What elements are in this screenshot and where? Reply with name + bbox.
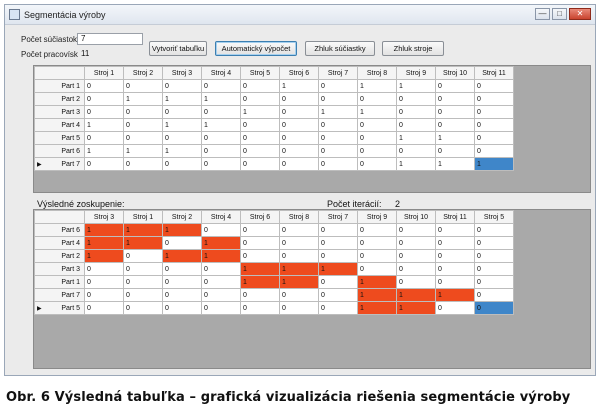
grid-cell[interactable]: 0: [475, 302, 514, 315]
grid-cell[interactable]: 0: [358, 119, 397, 132]
row-label: Part 1: [61, 82, 80, 90]
grid-cell[interactable]: 1: [397, 80, 436, 93]
grid-cell[interactable]: 0: [358, 263, 397, 276]
grid-cell[interactable]: 1: [163, 250, 202, 263]
grid-cell[interactable]: 0: [85, 132, 124, 145]
row-header[interactable]: [35, 158, 85, 171]
grid-cell[interactable]: 0: [241, 158, 280, 171]
grid-cell[interactable]: 0: [241, 237, 280, 250]
grid-cell[interactable]: 0: [163, 289, 202, 302]
grid-cell[interactable]: 0: [397, 276, 436, 289]
grid-cell[interactable]: 0: [241, 224, 280, 237]
grid-cell[interactable]: 0: [436, 80, 475, 93]
grid-cell[interactable]: 0: [319, 93, 358, 106]
row-header[interactable]: [35, 119, 85, 132]
table-row[interactable]: [35, 263, 514, 276]
grid-cell[interactable]: 1: [202, 237, 241, 250]
input-grid[interactable]: [34, 66, 514, 171]
grid-cell[interactable]: 0: [436, 263, 475, 276]
table-row[interactable]: [35, 106, 514, 119]
grid-cell[interactable]: 0: [475, 132, 514, 145]
minimize-button[interactable]: —: [535, 8, 550, 20]
grid-cell[interactable]: 1: [163, 224, 202, 237]
grid-cell[interactable]: 0: [124, 158, 163, 171]
table-row[interactable]: [35, 158, 514, 171]
input-column-header[interactable]: Stroj 2: [124, 67, 163, 80]
grid-cell[interactable]: 0: [241, 250, 280, 263]
grid-cell[interactable]: 0: [475, 224, 514, 237]
table-row[interactable]: [35, 289, 514, 302]
grid-cell[interactable]: 0: [475, 119, 514, 132]
grid-corner-header[interactable]: [35, 211, 85, 224]
row-label: Part 4: [61, 121, 80, 129]
grid-cell[interactable]: 0: [85, 289, 124, 302]
row-header[interactable]: [35, 237, 85, 250]
title-bar[interactable]: [5, 5, 595, 25]
grid-cell[interactable]: 0: [202, 224, 241, 237]
row-label: Part 5: [61, 304, 80, 312]
grid-cell[interactable]: 0: [124, 289, 163, 302]
grid-cell[interactable]: 0: [436, 250, 475, 263]
grid-cell[interactable]: 0: [397, 250, 436, 263]
grid-cell[interactable]: 1: [319, 263, 358, 276]
window-title: Segmentácia výroby: [24, 9, 106, 20]
table-row[interactable]: [35, 93, 514, 106]
grid-cell[interactable]: 1: [358, 302, 397, 315]
grid-cell[interactable]: 0: [163, 276, 202, 289]
grid-cell[interactable]: 0: [85, 158, 124, 171]
grid-cell[interactable]: 0: [85, 93, 124, 106]
grid-cell[interactable]: 0: [280, 145, 319, 158]
grid-cell[interactable]: 1: [436, 289, 475, 302]
grid-cell[interactable]: 0: [280, 119, 319, 132]
grid-cell[interactable]: 0: [163, 158, 202, 171]
grid-cell[interactable]: 0: [202, 132, 241, 145]
input-column-header[interactable]: Stroj 1: [85, 67, 124, 80]
grid-cell[interactable]: 0: [124, 106, 163, 119]
input-column-header[interactable]: Stroj 5: [241, 67, 280, 80]
grid-cell[interactable]: 1: [85, 224, 124, 237]
grid-cell[interactable]: 0: [202, 263, 241, 276]
grid-cell[interactable]: 0: [163, 302, 202, 315]
create-table-button[interactable]: Vytvoriť tabuľku: [149, 41, 207, 56]
grid-cell[interactable]: 0: [202, 158, 241, 171]
grid-cell[interactable]: 0: [475, 250, 514, 263]
result-column-header[interactable]: Stroj 5: [475, 211, 514, 224]
grid-cell[interactable]: 1: [358, 289, 397, 302]
grid-cell[interactable]: 0: [241, 93, 280, 106]
grid-cell[interactable]: 1: [163, 119, 202, 132]
result-column-header[interactable]: Stroj 7: [319, 211, 358, 224]
grid-cell[interactable]: 0: [241, 289, 280, 302]
row-header[interactable]: [35, 145, 85, 158]
row-header[interactable]: [35, 106, 85, 119]
grid-cell[interactable]: 1: [124, 145, 163, 158]
row-header[interactable]: [35, 302, 85, 315]
grid-cell[interactable]: 0: [397, 224, 436, 237]
grid-cell[interactable]: 0: [319, 276, 358, 289]
grid-cell[interactable]: 0: [241, 302, 280, 315]
grid-cell[interactable]: 0: [280, 224, 319, 237]
grid-cell[interactable]: 0: [358, 158, 397, 171]
input-column-header[interactable]: Stroj 9: [397, 67, 436, 80]
close-button[interactable]: ✕: [569, 8, 591, 20]
grid-cell[interactable]: 1: [85, 237, 124, 250]
grid-cell[interactable]: 0: [436, 145, 475, 158]
maximize-button[interactable]: □: [552, 8, 567, 20]
grid-cell[interactable]: 0: [436, 106, 475, 119]
grid-cell[interactable]: 1: [85, 145, 124, 158]
grid-cell[interactable]: 0: [319, 250, 358, 263]
grid-cell[interactable]: 0: [85, 302, 124, 315]
grid-cell[interactable]: 0: [436, 302, 475, 315]
app-icon: [9, 9, 20, 20]
grid-cell[interactable]: 0: [163, 106, 202, 119]
grid-cell[interactable]: 0: [319, 119, 358, 132]
grid-cell[interactable]: 0: [280, 250, 319, 263]
grid-cell[interactable]: 1: [397, 289, 436, 302]
grid-cell[interactable]: 0: [475, 237, 514, 250]
table-row[interactable]: [35, 302, 514, 315]
result-column-header[interactable]: Stroj 11: [436, 211, 475, 224]
grid-cell[interactable]: 0: [241, 80, 280, 93]
grid-cell[interactable]: 0: [280, 237, 319, 250]
row-label: Part 4: [61, 239, 80, 247]
grid-cell[interactable]: 1: [358, 276, 397, 289]
row-label: Part 1: [61, 278, 80, 286]
result-column-header[interactable]: Stroj 2: [163, 211, 202, 224]
grid-cell[interactable]: 0: [241, 132, 280, 145]
result-column-header[interactable]: Stroj 4: [202, 211, 241, 224]
grid-cell[interactable]: 0: [280, 93, 319, 106]
grid-cell[interactable]: 1: [85, 119, 124, 132]
grid-cell[interactable]: 0: [475, 263, 514, 276]
grid-cell[interactable]: 0: [85, 106, 124, 119]
row-header[interactable]: [35, 289, 85, 302]
grid-cell[interactable]: 1: [475, 158, 514, 171]
grid-cell[interactable]: 1: [280, 80, 319, 93]
grid-cell[interactable]: 0: [319, 80, 358, 93]
grid-cell[interactable]: 1: [241, 106, 280, 119]
grid-cell[interactable]: 0: [280, 106, 319, 119]
grid-cell[interactable]: 0: [202, 145, 241, 158]
grid-cell[interactable]: 0: [475, 145, 514, 158]
auto-calc-button[interactable]: Automatický výpočet: [215, 41, 297, 56]
window-controls: [535, 8, 591, 20]
input-column-header[interactable]: Stroj 4: [202, 67, 241, 80]
table-row[interactable]: [35, 80, 514, 93]
grid-cell[interactable]: 1: [397, 132, 436, 145]
input-column-header[interactable]: Stroj 10: [436, 67, 475, 80]
grid-corner-header[interactable]: [35, 67, 85, 80]
grid-cell[interactable]: 0: [124, 263, 163, 276]
grid-cell[interactable]: 1: [280, 276, 319, 289]
row-label: Part 2: [61, 95, 80, 103]
grid-cell[interactable]: 0: [85, 276, 124, 289]
input-grid-panel[interactable]: [33, 65, 591, 193]
table-row[interactable]: [35, 145, 514, 158]
grid-cell[interactable]: 0: [280, 289, 319, 302]
table-row[interactable]: [35, 276, 514, 289]
grid-cell[interactable]: 1: [163, 93, 202, 106]
grid-cell[interactable]: 1: [202, 119, 241, 132]
grid-cell[interactable]: 0: [436, 276, 475, 289]
result-column-header[interactable]: Stroj 3: [85, 211, 124, 224]
grid-cell[interactable]: 0: [241, 145, 280, 158]
grid-cell[interactable]: 0: [202, 302, 241, 315]
grid-cell[interactable]: 0: [124, 119, 163, 132]
grid-cell[interactable]: 0: [436, 93, 475, 106]
grid-cell[interactable]: 0: [163, 263, 202, 276]
grid-cell[interactable]: 0: [475, 276, 514, 289]
figure-caption: Obr. 6 Výsledná tabuľka – grafická vizualizácia riešenia segmentácie výroby: [6, 390, 571, 405]
grid-cell[interactable]: 1: [397, 302, 436, 315]
grid-cell[interactable]: 0: [85, 80, 124, 93]
grid-cell[interactable]: 1: [202, 93, 241, 106]
input-column-header[interactable]: Stroj 7: [319, 67, 358, 80]
result-column-header[interactable]: Stroj 10: [397, 211, 436, 224]
grid-cell[interactable]: 0: [358, 132, 397, 145]
grid-cell[interactable]: 0: [319, 224, 358, 237]
grid-cell[interactable]: 0: [319, 158, 358, 171]
grid-cell[interactable]: 0: [397, 106, 436, 119]
row-label: Part 5: [61, 134, 80, 142]
grid-cell[interactable]: 1: [241, 263, 280, 276]
input-column-header[interactable]: Stroj 6: [280, 67, 319, 80]
grid-cell[interactable]: 0: [280, 302, 319, 315]
grid-cell[interactable]: 0: [280, 158, 319, 171]
table-row[interactable]: [35, 132, 514, 145]
row-header[interactable]: [35, 276, 85, 289]
row-header[interactable]: [35, 224, 85, 237]
grid-cell[interactable]: 0: [397, 237, 436, 250]
cluster-machines-button[interactable]: Zhluk stroje: [382, 41, 444, 56]
grid-cell[interactable]: 0: [358, 237, 397, 250]
grid-cell[interactable]: 0: [358, 93, 397, 106]
grid-cell[interactable]: 1: [397, 158, 436, 171]
grid-cell[interactable]: 0: [124, 80, 163, 93]
grid-cell[interactable]: 0: [319, 302, 358, 315]
grid-cell[interactable]: 0: [241, 119, 280, 132]
grid-cell[interactable]: 0: [397, 93, 436, 106]
grid-cell[interactable]: 0: [319, 132, 358, 145]
table-row[interactable]: [35, 250, 514, 263]
grid-cell[interactable]: 0: [202, 106, 241, 119]
row-header[interactable]: [35, 80, 85, 93]
grid-cell[interactable]: 1: [124, 93, 163, 106]
row-label: Part 3: [61, 265, 80, 273]
row-label: Part 6: [61, 147, 80, 155]
row-header[interactable]: [35, 93, 85, 106]
app-window: [4, 4, 596, 376]
grid-cell[interactable]: 1: [163, 145, 202, 158]
grid-cell[interactable]: 0: [202, 276, 241, 289]
grid-cell[interactable]: 0: [475, 106, 514, 119]
row-header[interactable]: [35, 263, 85, 276]
grid-cell[interactable]: 1: [85, 250, 124, 263]
grid-cell[interactable]: 0: [475, 80, 514, 93]
grid-cell[interactable]: 0: [202, 80, 241, 93]
grid-cell[interactable]: 0: [124, 276, 163, 289]
workplaces-count-label: Počet pracovísk: [21, 50, 78, 59]
grid-cell[interactable]: 0: [475, 289, 514, 302]
table-row[interactable]: [35, 224, 514, 237]
grid-cell[interactable]: 0: [85, 263, 124, 276]
result-column-header[interactable]: Stroj 8: [280, 211, 319, 224]
grid-cell[interactable]: 1: [280, 263, 319, 276]
row-label: Part 7: [61, 160, 80, 168]
result-column-header[interactable]: Stroj 6: [241, 211, 280, 224]
result-grid-panel[interactable]: [33, 209, 591, 369]
row-label: Part 3: [61, 108, 80, 116]
grid-cell[interactable]: 0: [475, 93, 514, 106]
result-cluster-label: Výsledné zoskupenie:: [37, 199, 125, 209]
iterations-label: Počet iterácií:: [327, 199, 382, 209]
grid-cell[interactable]: 1: [436, 158, 475, 171]
current-row-marker-icon: ▶: [37, 305, 42, 312]
table-row[interactable]: [35, 237, 514, 250]
grid-cell[interactable]: 0: [358, 250, 397, 263]
grid-cell[interactable]: 0: [124, 302, 163, 315]
grid-cell[interactable]: 0: [319, 289, 358, 302]
grid-cell[interactable]: 0: [358, 145, 397, 158]
grid-cell[interactable]: 0: [436, 119, 475, 132]
result-column-header[interactable]: Stroj 9: [358, 211, 397, 224]
result-column-header[interactable]: Stroj 1: [124, 211, 163, 224]
input-column-header[interactable]: Stroj 8: [358, 67, 397, 80]
table-row[interactable]: [35, 119, 514, 132]
grid-cell[interactable]: 1: [241, 276, 280, 289]
parts-count-label: Počet súčiastok: [21, 35, 78, 44]
grid-cell[interactable]: 0: [319, 237, 358, 250]
grid-cell[interactable]: 1: [358, 80, 397, 93]
iterations-value: 2: [395, 199, 401, 209]
row-label: Part 6: [61, 226, 80, 234]
grid-cell[interactable]: 0: [202, 289, 241, 302]
current-row-marker-icon: ▶: [37, 161, 42, 168]
grid-cell[interactable]: 1: [202, 250, 241, 263]
grid-cell[interactable]: 0: [124, 132, 163, 145]
grid-cell[interactable]: 0: [436, 237, 475, 250]
grid-cell[interactable]: 1: [124, 224, 163, 237]
grid-cell[interactable]: 1: [319, 106, 358, 119]
grid-cell[interactable]: 0: [397, 263, 436, 276]
workplaces-count-input[interactable]: 11: [81, 49, 90, 58]
input-column-header[interactable]: Stroj 3: [163, 67, 202, 80]
row-label: Part 7: [61, 291, 80, 299]
row-label: Part 2: [61, 252, 80, 260]
grid-cell[interactable]: 1: [358, 106, 397, 119]
input-column-header[interactable]: Stroj 11: [475, 67, 514, 80]
grid-cell[interactable]: 0: [358, 224, 397, 237]
grid-cell[interactable]: 0: [436, 224, 475, 237]
grid-cell[interactable]: 0: [163, 237, 202, 250]
parts-count-input[interactable]: 7: [77, 33, 143, 45]
grid-cell[interactable]: 0: [397, 119, 436, 132]
cluster-parts-button[interactable]: Zhluk súčiastky: [305, 41, 375, 56]
grid-cell[interactable]: 0: [163, 132, 202, 145]
grid-cell[interactable]: 0: [124, 250, 163, 263]
grid-cell[interactable]: 1: [436, 132, 475, 145]
grid-cell[interactable]: 0: [280, 132, 319, 145]
grid-cell[interactable]: 0: [397, 145, 436, 158]
grid-cell[interactable]: 0: [319, 145, 358, 158]
grid-cell[interactable]: 0: [163, 80, 202, 93]
grid-cell[interactable]: 1: [124, 237, 163, 250]
row-header[interactable]: [35, 132, 85, 145]
result-grid[interactable]: [34, 210, 514, 315]
row-header[interactable]: [35, 250, 85, 263]
